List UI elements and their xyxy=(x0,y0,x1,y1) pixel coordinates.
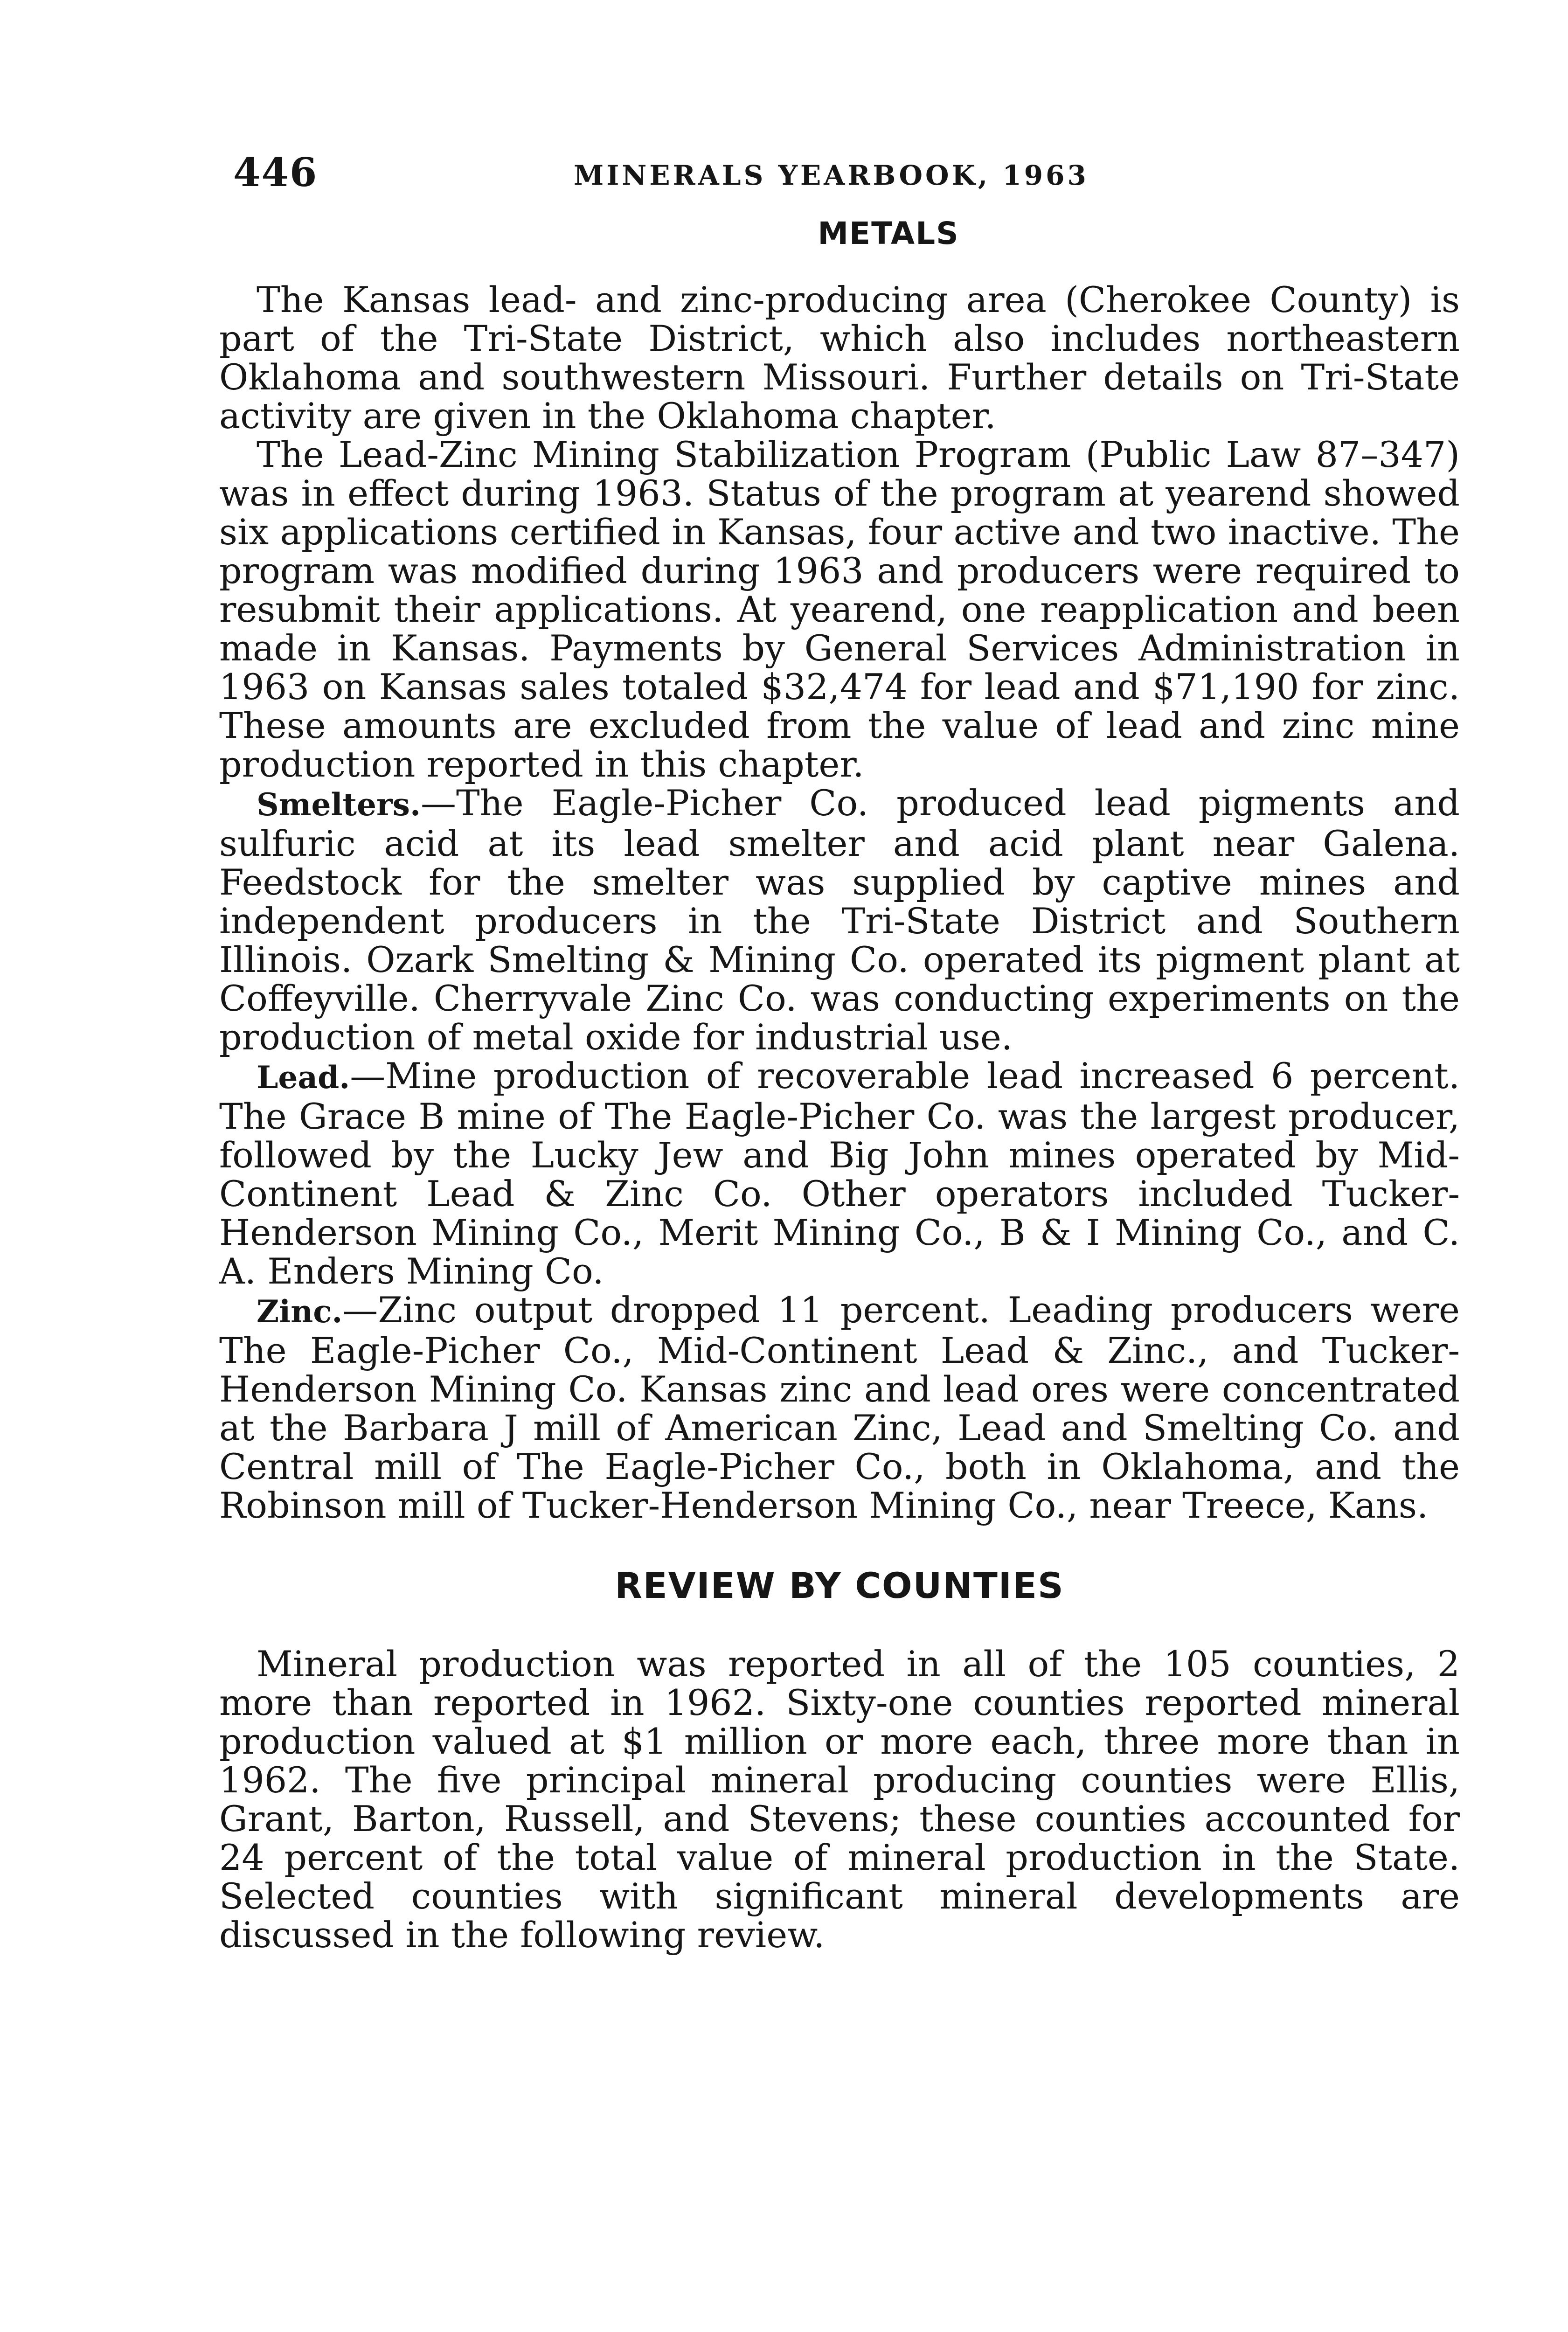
review-paragraph xyxy=(219,1645,1460,1954)
stabilization-program-paragraph xyxy=(219,435,1460,784)
document-page xyxy=(219,140,1460,1954)
paragraph-text: —The Eagle-Picher Co. produced lead pigments and sulfuric acid at its lead smelter and acid plant near Galena. Feedstock for the smelter was supplied by captive mines and independent producers in the Tri-State District and Southern Illinois. Ozark Smelting & Mining Co. operated its pigment plant at Coffeyville. Cherryvale Zinc Co. was conducting experiments on the production of metal oxide for industrial use. xyxy=(219,782,1460,1058)
paragraph-text: The Kansas lead- and zinc-producing area (Cherokee County) is part of the Tri-State District, which also includes northeastern Oklahoma and southwestern Missouri. Further details on Tri-State activity are given in the Oklahoma chapter. xyxy=(219,279,1460,437)
paragraph-text: —Mine production of recoverable lead increased 6 percent. The Grace B mine of The Eagle-Picher Co. was the largest producer, followed by the Lucky Jew and Big John mines operated by Mid-Continent Lead & Zinc Co. Other operators included Tucker-Henderson Mining Co., Merit Mining Co., B & I Mining Co., and C. A. Enders Mining Co. xyxy=(219,1055,1460,1292)
smelters-paragraph xyxy=(219,784,1460,1056)
metals-heading: METALS xyxy=(818,215,959,251)
zinc-paragraph xyxy=(219,1291,1460,1525)
zinc-run-in-heading: Zinc. xyxy=(257,1293,343,1330)
running-head xyxy=(219,140,1460,205)
metals-intro-paragraph xyxy=(219,280,1460,435)
paragraph-text: —Zinc output dropped 11 percent. Leading producers were The Eagle-Picher Co., Mid-Continent Lead & Zinc., and Tucker-Henderson Mining Co. Kansas zinc and lead ores were concentrated at the Barbara J mill of American Zinc, Lead and Smelting Co. and Central mill of The Eagle-Picher Co., both in Oklahoma, and the Robinson mill of Tucker-Henderson Mining Co., near Treece, Kans. xyxy=(219,1289,1460,1526)
review-by-counties-heading: REVIEW BY COUNTIES xyxy=(615,1565,1064,1606)
paragraph-text: The Lead-Zinc Mining Stabilization Program (Public Law 87–347) was in effect during 1963. Status of the program at yearend showed six applications certified in Kansas, four active and two inactive. The program was modified during 1963 and producers were required to resubmit their applications. At yearend, one reapplication and been made in Kansas. Payments by General Services Administration in 1963 on Kansas sales totaled $32,474 for lead and $71,190 for zinc. These amounts are excluded from the value of lead and zinc mine production reported in this chapter. xyxy=(219,434,1460,785)
page-number: 446 xyxy=(233,149,318,195)
lead-paragraph xyxy=(219,1056,1460,1291)
paragraph-text: Mineral production was reported in all of the 105 counties, 2 more than reported in 1962. Sixty-one counties reported mineral production valued at $1 million or more each, three more than in 1962. The five principal mineral producing counties were Ellis, Grant, Barton, Russell, and Stevens; these counties accounted for 24 percent of the total value of mineral production in the State. Selected counties with significant mineral developments are discussed in the following review. xyxy=(219,1643,1460,1956)
lead-run-in-heading: Lead. xyxy=(257,1059,350,1096)
running-title: MINERALS YEARBOOK, 1963 xyxy=(574,160,1089,191)
smelters-run-in-heading: Smelters. xyxy=(257,786,421,823)
